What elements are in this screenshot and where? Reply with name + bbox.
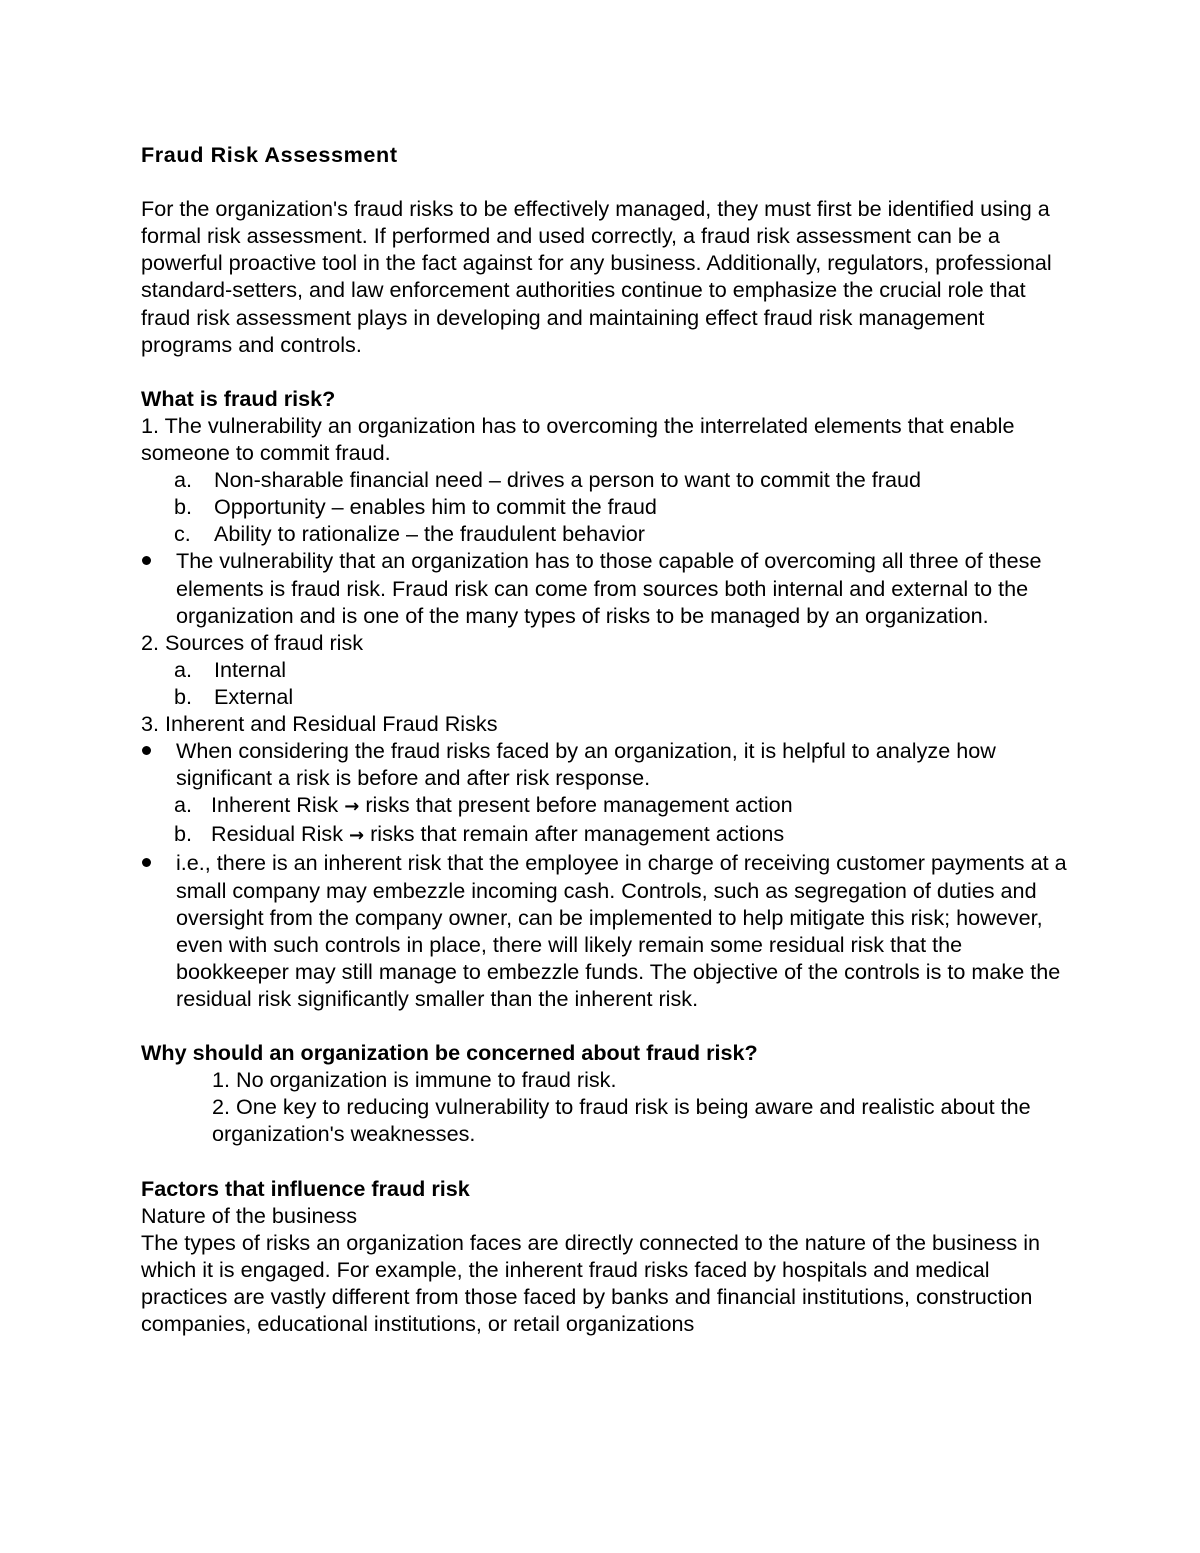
sub-item-a <box>141 466 1071 493</box>
list-item: 2. One key to reducing vulnerability to fraud risk is being aware and realistic about the organization's weaknesses. <box>212 1094 1031 1147</box>
sub-item-b <box>141 683 1071 710</box>
numbered-item-2: 2. Sources of fraud risk <box>141 629 364 655</box>
arrow-right-icon: → <box>344 796 360 818</box>
document-body <box>141 141 1071 1337</box>
bullet-dot-icon <box>142 556 151 565</box>
document-title: Fraud Risk Assessment <box>141 142 398 167</box>
term: Inherent Risk <box>211 792 339 818</box>
sub-item-marker: b. <box>174 821 193 847</box>
bullet-marker <box>141 737 176 791</box>
sub-item-marker: b. <box>174 494 193 520</box>
bullet-item <box>141 737 1071 791</box>
bullet-text: i.e., there is an inherent risk that the employee in charge of receiving customer payments at a small company may embezzle incoming cash. Controls, such as segregation of duties and oversight from the company owner, can be implemented to help mitigate this risk; however, even with such controls in place, there will likely remain some residual risk that the bookkeeper may still manage to embezzle funds. The objective of the controls is to make the residual risk significantly smaller than the inherent risk. <box>176 850 1067 1011</box>
intro-paragraph: For the organization's fraud risks to be effectively managed, they must first be identified using a formal risk assessment. If performed and used correctly, a fraud risk assessment can be a powerful proactive tool in the fact against for any business. Additionally, regulators, professional standard-setters, and law enforcement authorities continue to emphasize the crucial role that fraud risk assessment plays in developing and maintaining effect fraud risk management programs and controls. <box>141 196 1052 357</box>
bullet-marker <box>141 547 176 628</box>
sub-item-b <box>141 493 1071 520</box>
sub-item-inherent-risk <box>141 791 1071 820</box>
sub-item-a <box>141 656 1071 683</box>
section-heading-what-is-fraud-risk: What is fraud risk? <box>141 385 336 411</box>
sub-item-text: Opportunity – enables him to commit the fraud <box>214 494 657 520</box>
sub-item-text: Ability to rationalize – the fraudulent behavior <box>214 521 645 547</box>
bullet-text: When considering the fraud risks faced by an organization, it is helpful to analyze how significant a risk is before and after risk response. <box>176 738 996 791</box>
bullet-marker <box>141 849 176 1012</box>
spacer <box>141 1012 1071 1039</box>
section-heading-why-concerned: Why should an organization be concerned about fraud risk? <box>141 1040 758 1066</box>
sub-item-text <box>211 820 1071 849</box>
sub-item-c <box>141 520 1071 547</box>
sub-item-text: External <box>214 683 294 709</box>
bullet-dot-icon <box>142 858 151 867</box>
list-item: 1. No organization is immune to fraud risk. <box>212 1067 617 1093</box>
sub-item-marker: a. <box>174 656 193 682</box>
bullet-item <box>141 849 1071 1012</box>
term: Residual Risk <box>211 821 344 847</box>
sub-item-marker: c. <box>174 521 191 547</box>
bullet-text: The vulnerability that an organization has to those capable of overcoming all three of these elements is fraud risk. Fraud risk can come from sources both internal and external to the organization and is one of the many types of risks to be managed by an organization. <box>176 548 1042 628</box>
sub-item-residual-risk <box>141 820 1071 849</box>
numbered-item-3: 3. Inherent and Residual Fraud Risks <box>141 710 498 736</box>
factors-paragraph: The types of risks an organization faces are directly connected to the nature of the business in which it is engaged. For example, the inherent fraud risks faced by hospitals and medical practices are vastly different from those faced by banks and financial institutions, construction companies, educational institutions, or retail organizations <box>141 1229 1041 1337</box>
definition: risks that remain after management actions <box>370 821 785 847</box>
spacer <box>141 1147 1071 1174</box>
bullet-item <box>141 547 1071 628</box>
concern-list <box>141 1066 1071 1147</box>
section-heading-factors: Factors that influence fraud risk <box>141 1175 470 1201</box>
spacer <box>141 168 1071 195</box>
sub-item-marker: b. <box>174 683 193 709</box>
numbered-item-1: 1. The vulnerability an organization has to overcoming the interrelated elements that enable someone to commit fraud. <box>141 412 1015 466</box>
sub-item-text: Internal <box>214 656 287 682</box>
arrow-right-icon: → <box>349 825 365 847</box>
sub-item-marker: a. <box>174 467 193 493</box>
sub-item-marker: a. <box>174 792 193 818</box>
subheading: Nature of the business <box>141 1202 358 1228</box>
spacer <box>141 358 1071 385</box>
sub-item-text <box>211 791 1071 820</box>
definition: risks that present before management action <box>365 792 793 818</box>
sub-item-text: Non-sharable financial need – drives a person to want to commit the fraud <box>214 467 921 493</box>
bullet-dot-icon <box>142 746 151 755</box>
